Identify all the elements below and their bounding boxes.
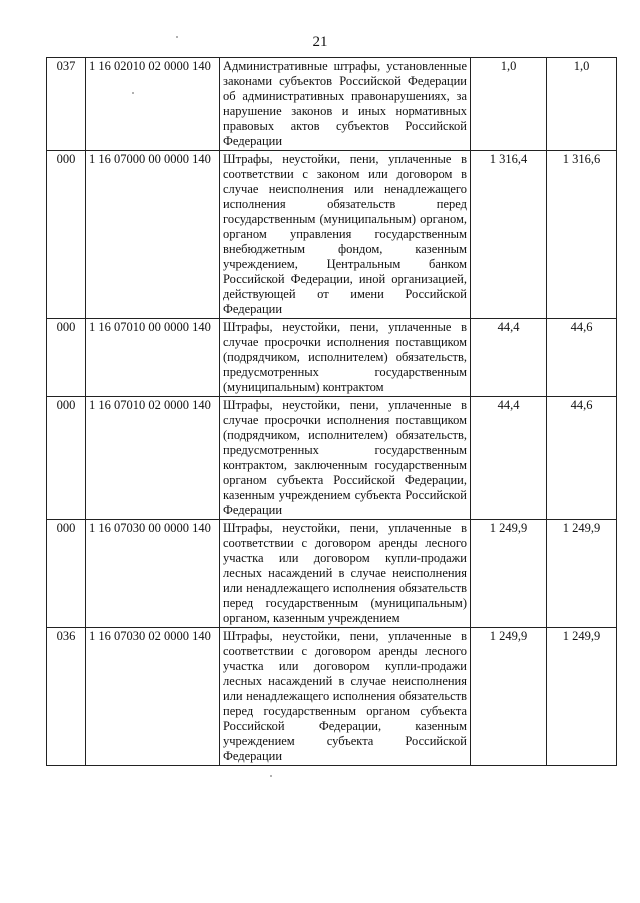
admin-code-cell: 000 [47,397,86,520]
amount-year-1-cell: 1 249,9 [471,520,547,628]
table-row [47,520,617,628]
budget-code-cell: 1 16 07010 02 0000 140 [86,397,220,520]
budget-code-cell: 1 16 07000 00 0000 140 [86,151,220,319]
scan-speck [270,775,272,777]
revenue-name-cell: Штрафы, неустойки, пени, уплаченные в соответствии с договором аренды лесного участка или договором купли-продажи лесных насаждений в случае неисполнения или ненадлежащего исполнения обязательств перед государственным органом субъекта Российской Федерации, казенным учреждением субъекта Российской Федерации [220,628,471,766]
budget-code-cell: 1 16 07030 00 0000 140 [86,520,220,628]
amount-year-2-cell: 1 249,9 [547,520,617,628]
budget-code-cell: 1 16 07010 00 0000 140 [86,319,220,397]
scan-speck [132,92,134,94]
revenue-name-cell: Штрафы, неустойки, пени, уплаченные в случае просрочки исполнения поставщиком (подрядчиком, исполнителем) обязательств, предусмотренных государственным (муниципальным) контрактом [220,319,471,397]
table-row [47,151,617,319]
table-row [47,58,617,151]
admin-code-cell: 036 [47,628,86,766]
amount-year-1-cell: 44,4 [471,397,547,520]
amount-year-1-cell: 1,0 [471,58,547,151]
amount-year-2-cell: 44,6 [547,319,617,397]
budget-code-cell: 1 16 07030 02 0000 140 [86,628,220,766]
scan-speck [176,36,178,38]
amount-year-1-cell: 1 316,4 [471,151,547,319]
amount-year-2-cell: 1 316,6 [547,151,617,319]
budget-code-cell: 1 16 02010 02 0000 140 [86,58,220,151]
admin-code-cell: 000 [47,319,86,397]
admin-code-cell: 000 [47,520,86,628]
amount-year-2-cell: 1 249,9 [547,628,617,766]
table-row [47,628,617,766]
amount-year-1-cell: 1 249,9 [471,628,547,766]
table-row [47,319,617,397]
revenue-name-cell: Административные штрафы, установленные законами субъектов Российской Федерации об административных правонарушениях, за нарушение законов и иных нормативных правовых актов субъектов Российской Федерации [220,58,471,151]
admin-code-cell: 000 [47,151,86,319]
admin-code-cell: 037 [47,58,86,151]
revenue-name-cell: Штрафы, неустойки, пени, уплаченные в соответствии с законом или договором в случае неисполнения или ненадлежащего исполнения обязательств перед государственным (муниципальным) органом, органом управления государственным внебюджетным фондом, казенным учреждением, Центральным банком Российской Федерации, иной организацией, действующей от имени Российской Федерации [220,151,471,319]
page-number: 21 [312,34,328,50]
amount-year-1-cell: 44,4 [471,319,547,397]
revenue-name-cell: Штрафы, неустойки, пени, уплаченные в соответствии с договором аренды лесного участка или договором купли-продажи лесных насаждений в случае неисполнения или ненадлежащего исполнения обязательств перед государственным (муниципальным) органом, казенным учреждением [220,520,471,628]
revenue-table [46,57,617,766]
revenue-name-cell: Штрафы, неустойки, пени, уплаченные в случае просрочки исполнения поставщиком (подрядчиком, исполнителем) обязательств, предусмотренных государственным контрактом, заключенным государственным органом субъекта Российской Федерации, казенным учреждением субъекта Российской Федерации [220,397,471,520]
amount-year-2-cell: 1,0 [547,58,617,151]
table-row [47,397,617,520]
amount-year-2-cell: 44,6 [547,397,617,520]
